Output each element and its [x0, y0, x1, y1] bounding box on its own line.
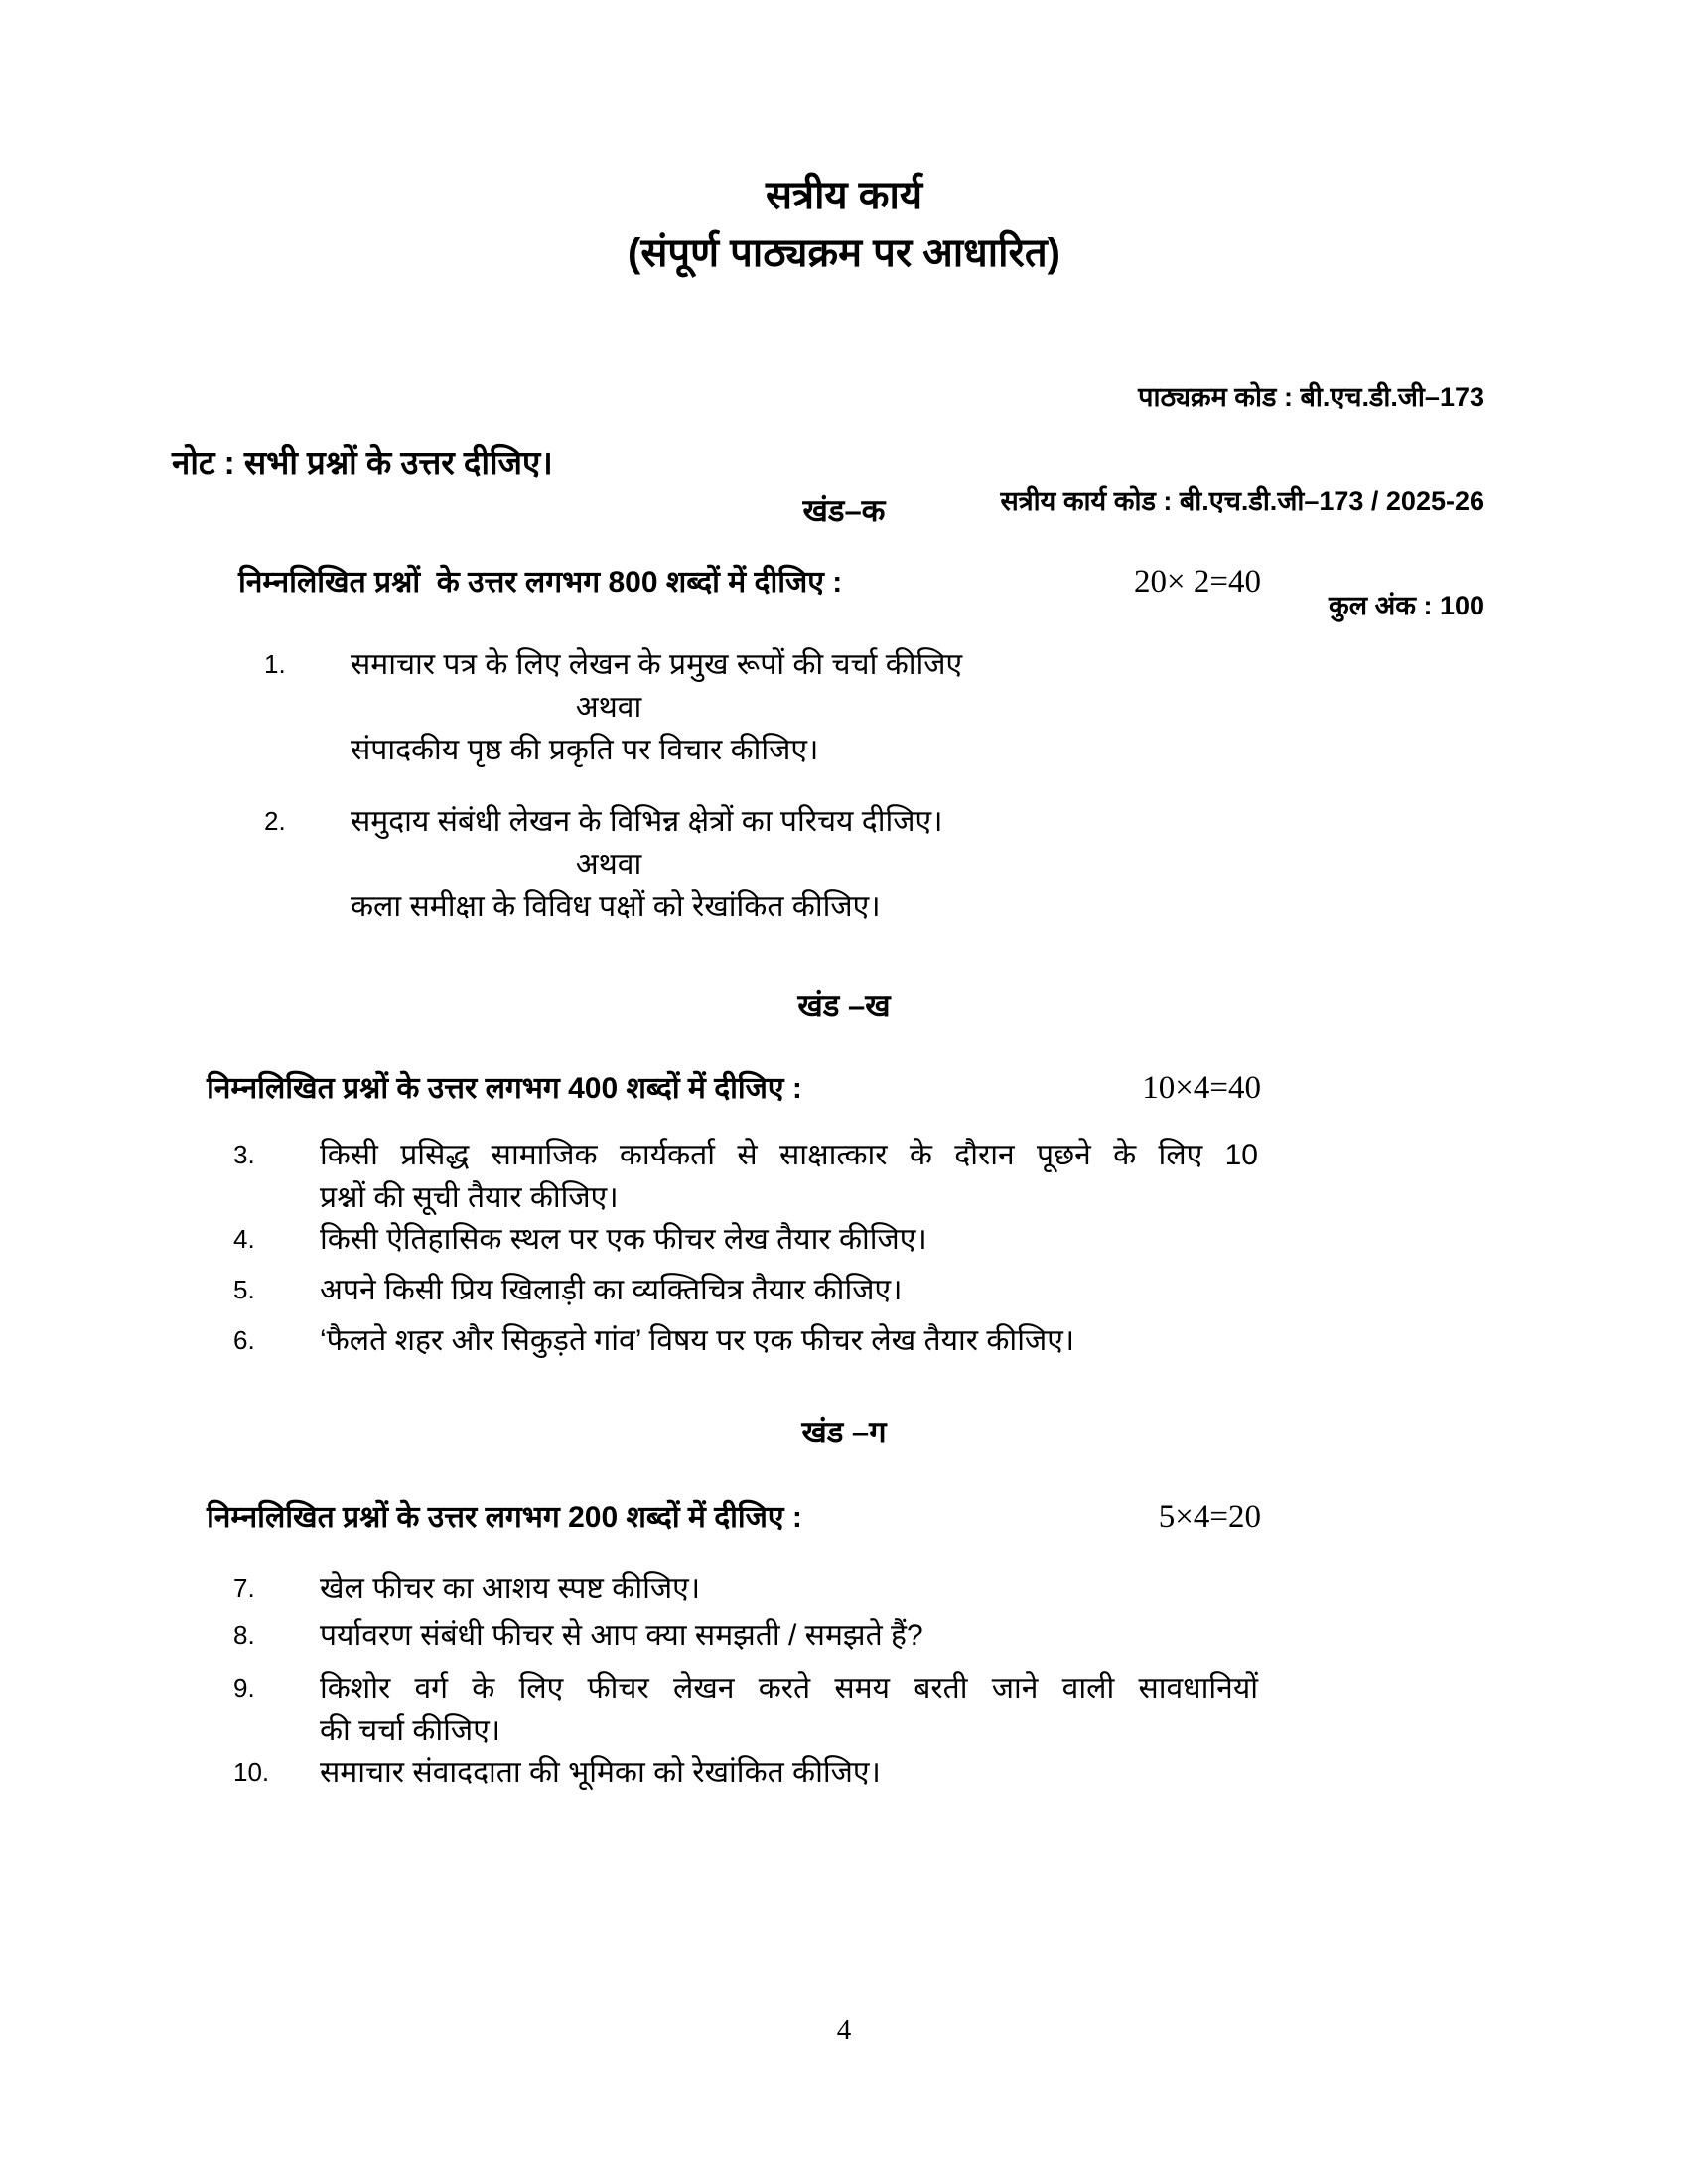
- question-line: अपने किसी प्रिय खिलाड़ी का व्यक्तिचित्र तैयार कीजिए।: [320, 1274, 903, 1306]
- question-5: [233, 1269, 1258, 1311]
- course-code-line: पाठ्यक्रम कोड : बी.एच.डी.जी–173: [1138, 382, 1484, 412]
- section-a-instruction-row: [238, 562, 1261, 603]
- question-line: समाचार पत्र के लिए लेखन के प्रमुख रूपों की चर्चा कीजिए: [351, 648, 963, 681]
- question-line: समुदाय संबंधी लेखन के विभिन्न क्षेत्रों का परिचय दीजिए।: [351, 805, 943, 838]
- section-b-instruction-row: [207, 1068, 1261, 1109]
- question-3-number: 3.: [233, 1140, 255, 1169]
- question-4-text: [320, 1218, 1258, 1261]
- section-a-heading: खंड–क: [802, 493, 886, 528]
- note-line: नोट : सभी प्रश्नों के उत्तर दीजिए।: [172, 444, 553, 480]
- question-8-text: [320, 1614, 1258, 1657]
- question-7-text: [320, 1568, 1258, 1610]
- question-6-text: [320, 1319, 1258, 1362]
- question-line: पर्यावरण संबंधी फीचर से आप क्या समझती / समझते हैं?: [320, 1619, 923, 1652]
- question-line: किसी ऐतिहासिक स्थल पर एक फीचर लेख तैयार कीजिए।: [320, 1223, 927, 1256]
- question-alt-line: संपादकीय पृष्ठ की प्रकृति पर विचार कीजिए।: [351, 734, 819, 766]
- question-line: की चर्चा कीजिए।: [320, 1714, 501, 1747]
- question-9-text: [320, 1667, 1258, 1752]
- section-c-instruction-row: [207, 1497, 1261, 1538]
- question-line: समाचार संवाददाता की भूमिका को रेखांकित कीजिए।: [320, 1756, 881, 1789]
- question-line: प्रश्नों की सूची तैयार कीजिए।: [320, 1181, 619, 1214]
- page-title: सत्रीय कार्य: [765, 174, 923, 217]
- question-alt-line: कला समीक्षा के विविध पक्षों को रेखांकित कीजिए।: [351, 890, 881, 923]
- header-title-block: [0, 167, 1688, 282]
- question-1: [264, 643, 1258, 771]
- section-a-marks: 20× 2=40: [1134, 564, 1261, 600]
- question-6-number: 6.: [233, 1325, 255, 1355]
- section-c-marks: 5×4=20: [1158, 1499, 1261, 1535]
- question-8-number: 8.: [233, 1620, 255, 1650]
- question-9-number: 9.: [233, 1673, 255, 1703]
- question-10: [233, 1751, 1258, 1794]
- question-line: किसी प्रसिद्ध सामाजिक कार्यकर्ता से साक्षात्कार के दौरान पूछने के लिए 10: [320, 1139, 1258, 1171]
- page-number: 4: [836, 2014, 852, 2046]
- question-2-number: 2.: [264, 806, 286, 836]
- question-10-text: [320, 1751, 1258, 1794]
- question-8: [233, 1614, 1258, 1657]
- question-3-text: [320, 1134, 1258, 1219]
- question-line: खेल फीचर का आशय स्पष्ट कीजिए।: [320, 1572, 701, 1605]
- question-7: [233, 1568, 1258, 1610]
- question-6: [233, 1319, 1258, 1362]
- page-subtitle: (संपूर्ण पाठ्यक्रम पर आधारित): [628, 231, 1060, 275]
- question-10-number: 10.: [233, 1757, 270, 1787]
- question-5-text: [320, 1269, 1258, 1311]
- section-c-instruction: निम्नलिखित प्रश्नों के उत्तर लगभग 200 शब्दों में दीजिए :: [207, 1501, 802, 1534]
- section-c-heading: खंड –ग: [801, 1415, 887, 1449]
- assignment-code-line: सत्रीय कार्य कोड : बी.एच.डी.जी–173 / 2025-26: [1000, 486, 1484, 516]
- section-a-instruction: निम्नलिखित प्रश्नों के उत्तर लगभग 800 शब्दों में दीजिए :: [238, 566, 843, 599]
- question-1-text: [351, 643, 1258, 771]
- question-line: किशोर वर्ग के लिए फीचर लेखन करते समय बरती जाने वाली सावधानियों: [320, 1672, 1258, 1705]
- question-1-number: 1.: [264, 649, 286, 679]
- question-4: [233, 1218, 1258, 1261]
- question-7-number: 7.: [233, 1573, 255, 1603]
- question-3: [233, 1134, 1258, 1219]
- section-b-instruction: निम्नलिखित प्रश्नों के उत्तर लगभग 400 शब्दों में दीजिए :: [207, 1072, 802, 1105]
- total-marks-line: कुल अंक : 100: [1329, 591, 1484, 620]
- question-line: ‘फैलते शहर और सिकुड़ते गांव’ विषय पर एक फीचर लेख तैयार कीजिए।: [320, 1324, 1075, 1357]
- or-label: अथवा: [575, 848, 642, 881]
- question-5-number: 5.: [233, 1275, 255, 1304]
- question-9: [233, 1667, 1258, 1752]
- or-label: अथवा: [575, 691, 642, 724]
- question-4-number: 4.: [233, 1224, 255, 1254]
- question-2: [264, 800, 1258, 928]
- question-2-text: [351, 800, 1258, 928]
- section-b-heading: खंड –ख: [797, 988, 891, 1023]
- section-b-marks: 10×4=40: [1142, 1070, 1261, 1106]
